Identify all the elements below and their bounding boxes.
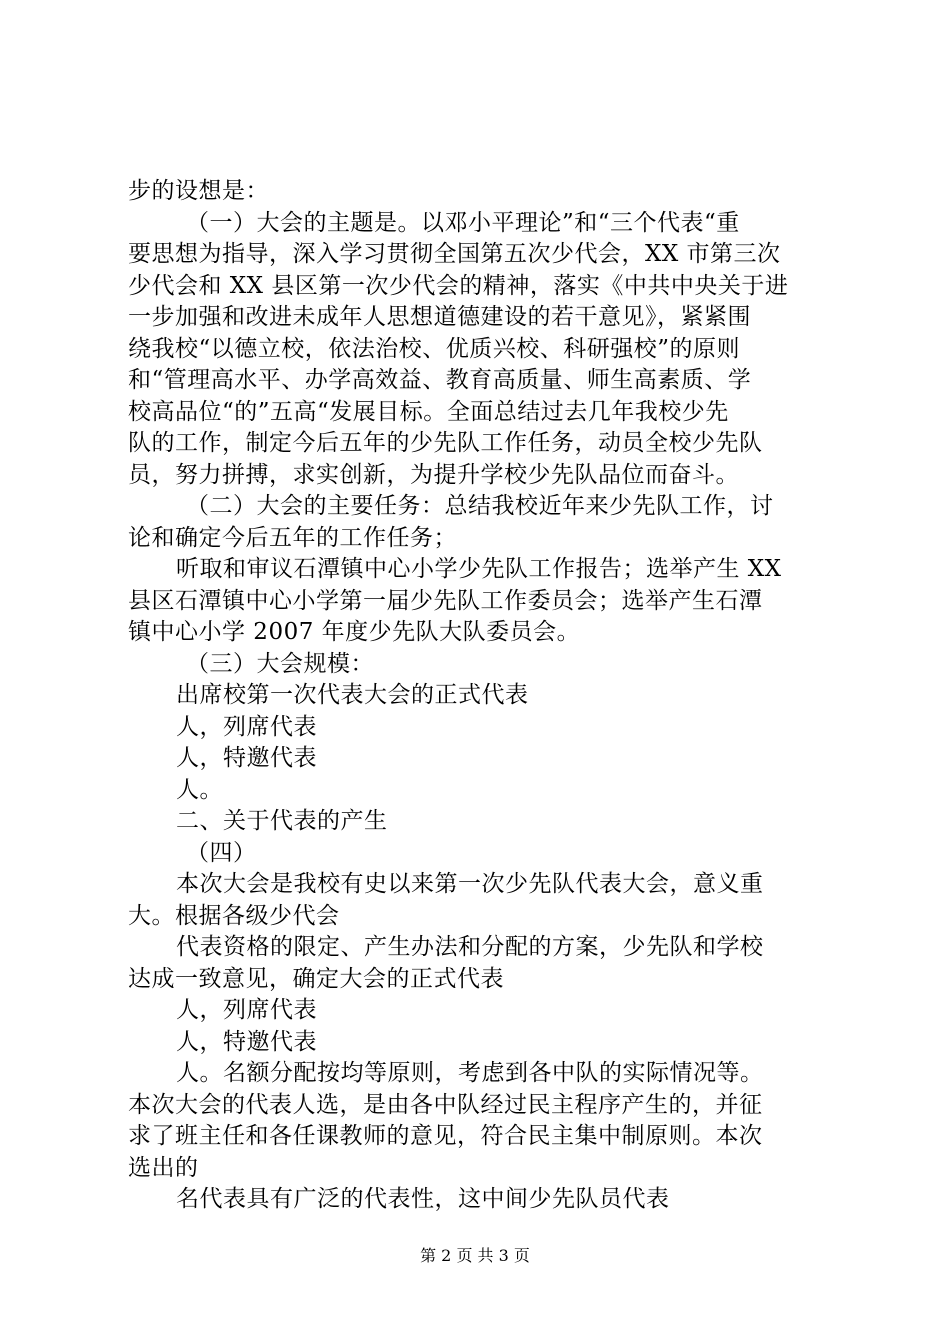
text-line: 人。 (176, 776, 223, 803)
text-line: 镇中心小学 2007 年度少先队大队委员会。 (128, 619, 581, 645)
text-line: 步的设想是： (128, 178, 269, 204)
text-line: 达成一致意见，确定大会的正式代表 (128, 965, 504, 992)
text-line: 绕我校“以德立校，依法治校、优质兴校、科研强校”的原则 (128, 335, 741, 362)
text-line: 人，特邀代表 (176, 1028, 317, 1055)
text-line: 队的工作，制定今后五年的少先队工作任务，动员全校少先队 (128, 430, 763, 456)
text-line: （一）大会的主题是。以邓小平理论”和“三个代表“重 (186, 209, 740, 236)
text-line: 论和确定今后五年的工作任务； (128, 524, 457, 551)
text-line: 听取和审议石潭镇中心小学少先队工作报告；选举产生 XX (176, 556, 782, 582)
text-line: （三）大会规模： (186, 650, 374, 677)
text-line: 出席校第一次代表大会的正式代表 (176, 682, 529, 708)
text-line: 大。根据各级少代会 (128, 902, 340, 929)
page-footer (0, 1246, 950, 1266)
text-line: 代表资格的限定、产生办法和分配的方案，少先队和学校 (176, 934, 764, 960)
text-line: 名代表具有广泛的代表性，这中间少先队员代表 (176, 1186, 670, 1212)
text-line: 二、关于代表的产生 (176, 808, 388, 834)
text-line: 本次大会的代表人选，是由各中队经过民主程序产生的，并征 (128, 1091, 763, 1118)
document-body (128, 176, 828, 1216)
page-indicator: 第 2 页 共 3 页 (420, 1246, 530, 1265)
text-line: 人。名额分配按均等原则，考虑到各中队的实际情况等。 (176, 1060, 764, 1086)
text-line: （四） (186, 839, 257, 866)
text-line: 县区石潭镇中心小学第一届少先队工作委员会；选举产生石潭 (128, 587, 763, 614)
text-line: 员，努力拼搏，求实创新，为提升学校少先队品位而奋斗。 (128, 461, 739, 488)
text-line: 人，列席代表 (176, 713, 317, 740)
text-line: 和“管理高水平、办学高效益、教育高质量、师生高素质、学 (128, 367, 752, 393)
text-line: 人，特邀代表 (176, 745, 317, 771)
text-line: 少代会和 XX 县区第一次少代会的精神，落实《中共中央关于进 (128, 272, 789, 299)
text-line: 一步加强和改进未成年人思想道德建设的若干意见》，紧紧围 (128, 304, 751, 330)
text-line: 人，列席代表 (176, 997, 317, 1023)
text-line: 求了班主任和各任课教师的意见，符合民主集中制原则。本次 (128, 1123, 763, 1149)
text-line: 选出的 (128, 1154, 199, 1181)
text-line: 要思想为指导，深入学习贯彻全国第五次少代会，XX 市第三次 (128, 241, 781, 267)
text-line: （二）大会的主要任务：总结我校近年来少先队工作，讨 (186, 493, 774, 519)
text-line: 本次大会是我校有史以来第一次少先队代表大会，意义重 (176, 871, 764, 897)
text-line: 校高品位“的”五高“发展目标。全面总结过去几年我校少先 (128, 398, 729, 425)
